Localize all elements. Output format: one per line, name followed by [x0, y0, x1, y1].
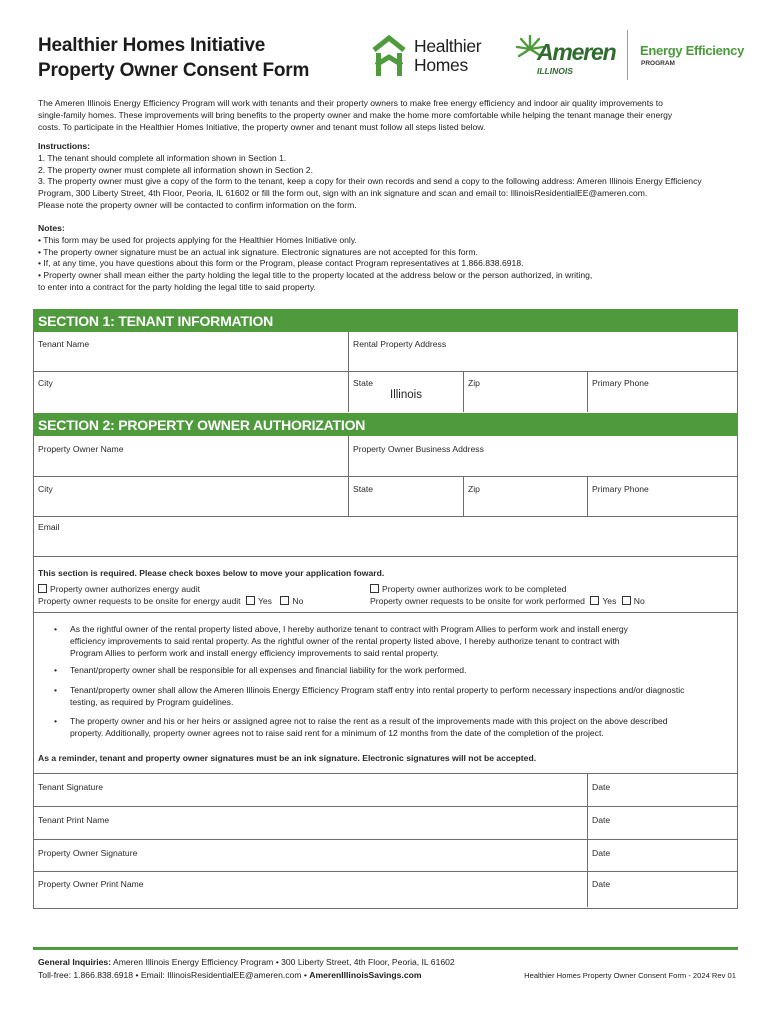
bullet-icon: •: [54, 624, 58, 634]
owner-print-name-field[interactable]: Property Owner Print Name: [38, 879, 144, 889]
field-divider: [587, 773, 588, 907]
footer-inquiries: [38, 957, 455, 967]
instruction-line: Please note the property owner will be contacted to confirm information on the form.: [38, 199, 357, 210]
note-line: • Property owner shall mean either the party holding the legal title to the property located at the address below or the person authorized, in writing,: [38, 270, 593, 281]
owner-signature-date-field[interactable]: Date: [592, 848, 611, 858]
footer-divider: [33, 947, 738, 950]
rental-address-field[interactable]: Rental Property Address: [353, 339, 447, 349]
logo-text-homes: Homes: [414, 55, 468, 75]
owner-print-date-field[interactable]: Date: [592, 879, 611, 889]
yes-label: Yes: [257, 596, 272, 606]
footer-inquiries-label: General Inquiries:: [38, 957, 112, 967]
row-divider: [33, 839, 738, 840]
bullet-icon: •: [54, 716, 58, 726]
logo-text-ameren: Ameren: [537, 39, 616, 65]
tenant-state-value: Illinois: [390, 389, 422, 401]
tenant-signature-date-field[interactable]: Date: [592, 782, 611, 792]
term-line: property. Additionally, property owner agrees not to raise said rent for a minimum of 12 months from the date of the completion of the project.: [70, 727, 604, 738]
footer-contact-text: Toll-free: 1.866.838.6918 • Email: IllinoisResidentialEE@ameren.com •: [38, 970, 310, 980]
onsite-work-label: Property owner requests to be onsite for work performed: [370, 596, 585, 606]
instruction-line: 3. The property owner must give a copy of the form to the tenant, keep a copy for their own records and send a copy to the following address: Ameren Illinois Energy Efficiency: [38, 176, 702, 187]
logo-text-program: PROGRAM: [641, 60, 675, 67]
field-divider: [463, 476, 464, 516]
row-divider: [33, 871, 738, 872]
onsite-audit-option: [38, 596, 303, 606]
work-completed-checkbox[interactable]: [370, 584, 379, 593]
intro-paragraph: [38, 97, 738, 133]
form-box: [33, 309, 738, 909]
intro-line: single-family homes. These improvements will bring benefits to the property owner and make the home more comfortable while helping the tenant manage their energy: [38, 110, 673, 120]
field-divider: [463, 371, 464, 412]
house-icon: [372, 35, 408, 79]
title-line-2: Property Owner Consent Form: [38, 60, 310, 81]
note-line: • If, at any time, you have questions about this form or the Program, please contact Program representatives at 1.866.838.6918.: [38, 258, 524, 269]
section-2-heading: SECTION 2: PROPERTY OWNER AUTHORIZATION: [33, 413, 738, 436]
footer-inquiries-text: Ameren Illinois Energy Efficiency Program • 300 Liberty Street, 4th Floor, Peoria, IL 61602: [113, 957, 455, 967]
section-1-heading: SECTION 1: TENANT INFORMATION: [33, 309, 738, 332]
instruction-line: 1. The tenant should complete all information shown in Section 1.: [38, 152, 287, 163]
owner-state-field[interactable]: State: [353, 484, 374, 494]
note-line: • The property owner signature must be an actual ink signature. Electronic signatures are not accepted for this form.: [38, 246, 478, 257]
signature-reminder: As a reminder, tenant and property owner signatures must be an ink signature. Electronic signatures will not be accepted.: [38, 753, 537, 763]
owner-zip-field[interactable]: Zip: [468, 484, 480, 494]
field-divider: [348, 332, 349, 412]
term-line: As the rightful owner of the rental property listed above, I hereby authorize tenant to contract with Program Allies to perform work and install energy: [70, 624, 628, 634]
owner-email-field[interactable]: Email: [38, 522, 60, 532]
tenant-phone-field[interactable]: Primary Phone: [592, 378, 649, 388]
no-label: No: [633, 596, 645, 606]
tenant-name-field[interactable]: Tenant Name: [38, 339, 90, 349]
notes-list: [38, 223, 748, 294]
energy-audit-option[interactable]: [38, 584, 200, 594]
term-line: Program Allies to perform work and install energy efficiency improvements to said rental property.: [70, 647, 439, 658]
term-line: efficiency improvements to said rental property. As the rightful owner of the rental property listed above, I hereby authorize tenant to contract with: [70, 635, 620, 646]
row-divider: [33, 806, 738, 807]
intro-line: The Ameren Illinois Energy Efficiency Program will work with tenants and their property owners to make free energy efficiency and indoor air quality improvements to: [38, 98, 663, 108]
tenant-city-field[interactable]: City: [38, 378, 53, 388]
onsite-work-yes-checkbox[interactable]: [590, 596, 599, 605]
owner-business-address-field[interactable]: Property Owner Business Address: [353, 444, 484, 454]
note-line: • This form may be used for projects applying for the Healthier Homes Initiative only.: [38, 234, 357, 245]
bullet-icon: •: [54, 685, 58, 695]
footer-form-id: Healthier Homes Property Owner Consent Form - 2024 Rev 01: [524, 971, 736, 980]
row-divider: [33, 516, 738, 517]
row-divider: [33, 476, 738, 477]
healthier-homes-logo: [372, 33, 484, 79]
field-divider: [587, 371, 588, 412]
row-divider: [33, 612, 738, 613]
onsite-audit-no-checkbox[interactable]: [280, 596, 289, 605]
logo-divider: [627, 30, 628, 80]
row-divider: [33, 556, 738, 557]
title-line-1: Healthier Homes Initiative: [38, 35, 266, 56]
term-line: Tenant/property owner shall be responsible for all expenses and financial liability for the work performed.: [70, 665, 467, 675]
logo-text-healthier: Healthier: [414, 36, 482, 56]
tenant-zip-field[interactable]: Zip: [468, 378, 480, 388]
tenant-print-date-field[interactable]: Date: [592, 815, 611, 825]
onsite-audit-yes-checkbox[interactable]: [246, 596, 255, 605]
footer-website-link[interactable]: AmerenIllinoisSavings.com: [309, 970, 422, 980]
energy-audit-checkbox[interactable]: [38, 584, 47, 593]
field-divider: [587, 476, 588, 516]
intro-line: costs. To participate in the Healthier Homes Initiative, the property owner and tenant must follow all steps listed below.: [38, 122, 486, 132]
onsite-work-option: [370, 596, 645, 606]
row-divider: [33, 773, 738, 774]
energy-audit-label: Property owner authorizes energy audit: [50, 584, 200, 594]
work-completed-label: Property owner authorizes work to be completed: [382, 584, 567, 594]
note-line: to enter into a contract for the party holding the legal title to said property.: [38, 281, 316, 292]
ameren-illinois-logo: [515, 30, 625, 80]
term-line: The property owner and his or her heirs or assigned agree not to raise the rent as a result of the improvements made with this project on the above described: [70, 716, 668, 726]
tenant-state-field[interactable]: State: [353, 378, 374, 388]
owner-phone-field[interactable]: Primary Phone: [592, 484, 649, 494]
term-line: Tenant/property owner shall allow the Ameren Illinois Energy Efficiency Program staff entry into rental property to perform necessary inspections and/or diagnostic: [70, 685, 685, 695]
term-line: testing, as required by Program guidelines.: [70, 696, 234, 707]
tenant-signature-field[interactable]: Tenant Signature: [38, 782, 103, 792]
onsite-work-no-checkbox[interactable]: [622, 596, 631, 605]
bullet-icon: •: [54, 665, 58, 675]
logo-text-illinois: ILLINOIS: [537, 66, 573, 76]
yes-label: Yes: [602, 596, 617, 606]
instruction-line: Program, 300 Liberty Street, 4th Floor, Peoria, IL 61602 or fill the form out, sign with an ink signature and scan and email to: IllinoisResidentialEE@ameren.com.: [38, 188, 648, 199]
instructions-list: [38, 141, 748, 212]
instructions-heading: Instructions:: [38, 141, 91, 151]
owner-name-field[interactable]: Property Owner Name: [38, 444, 124, 454]
onsite-audit-label: Property owner requests to be onsite for energy audit: [38, 596, 241, 606]
work-completed-option[interactable]: [370, 584, 566, 594]
instruction-line: 2. The property owner must complete all information shown in Section 2.: [38, 164, 313, 175]
required-note: This section is required. Please check boxes below to move your application foward.: [38, 568, 385, 578]
footer-contact: [38, 970, 422, 980]
logo-text-energy-efficiency: Energy Efficiency: [640, 43, 744, 58]
owner-signature-field[interactable]: Property Owner Signature: [38, 848, 138, 858]
notes-heading: Notes:: [38, 223, 65, 233]
page-title: [38, 33, 309, 83]
tenant-print-name-field[interactable]: Tenant Print Name: [38, 815, 110, 825]
no-label: No: [292, 596, 304, 606]
row-divider: [33, 371, 738, 372]
owner-city-field[interactable]: City: [38, 484, 53, 494]
